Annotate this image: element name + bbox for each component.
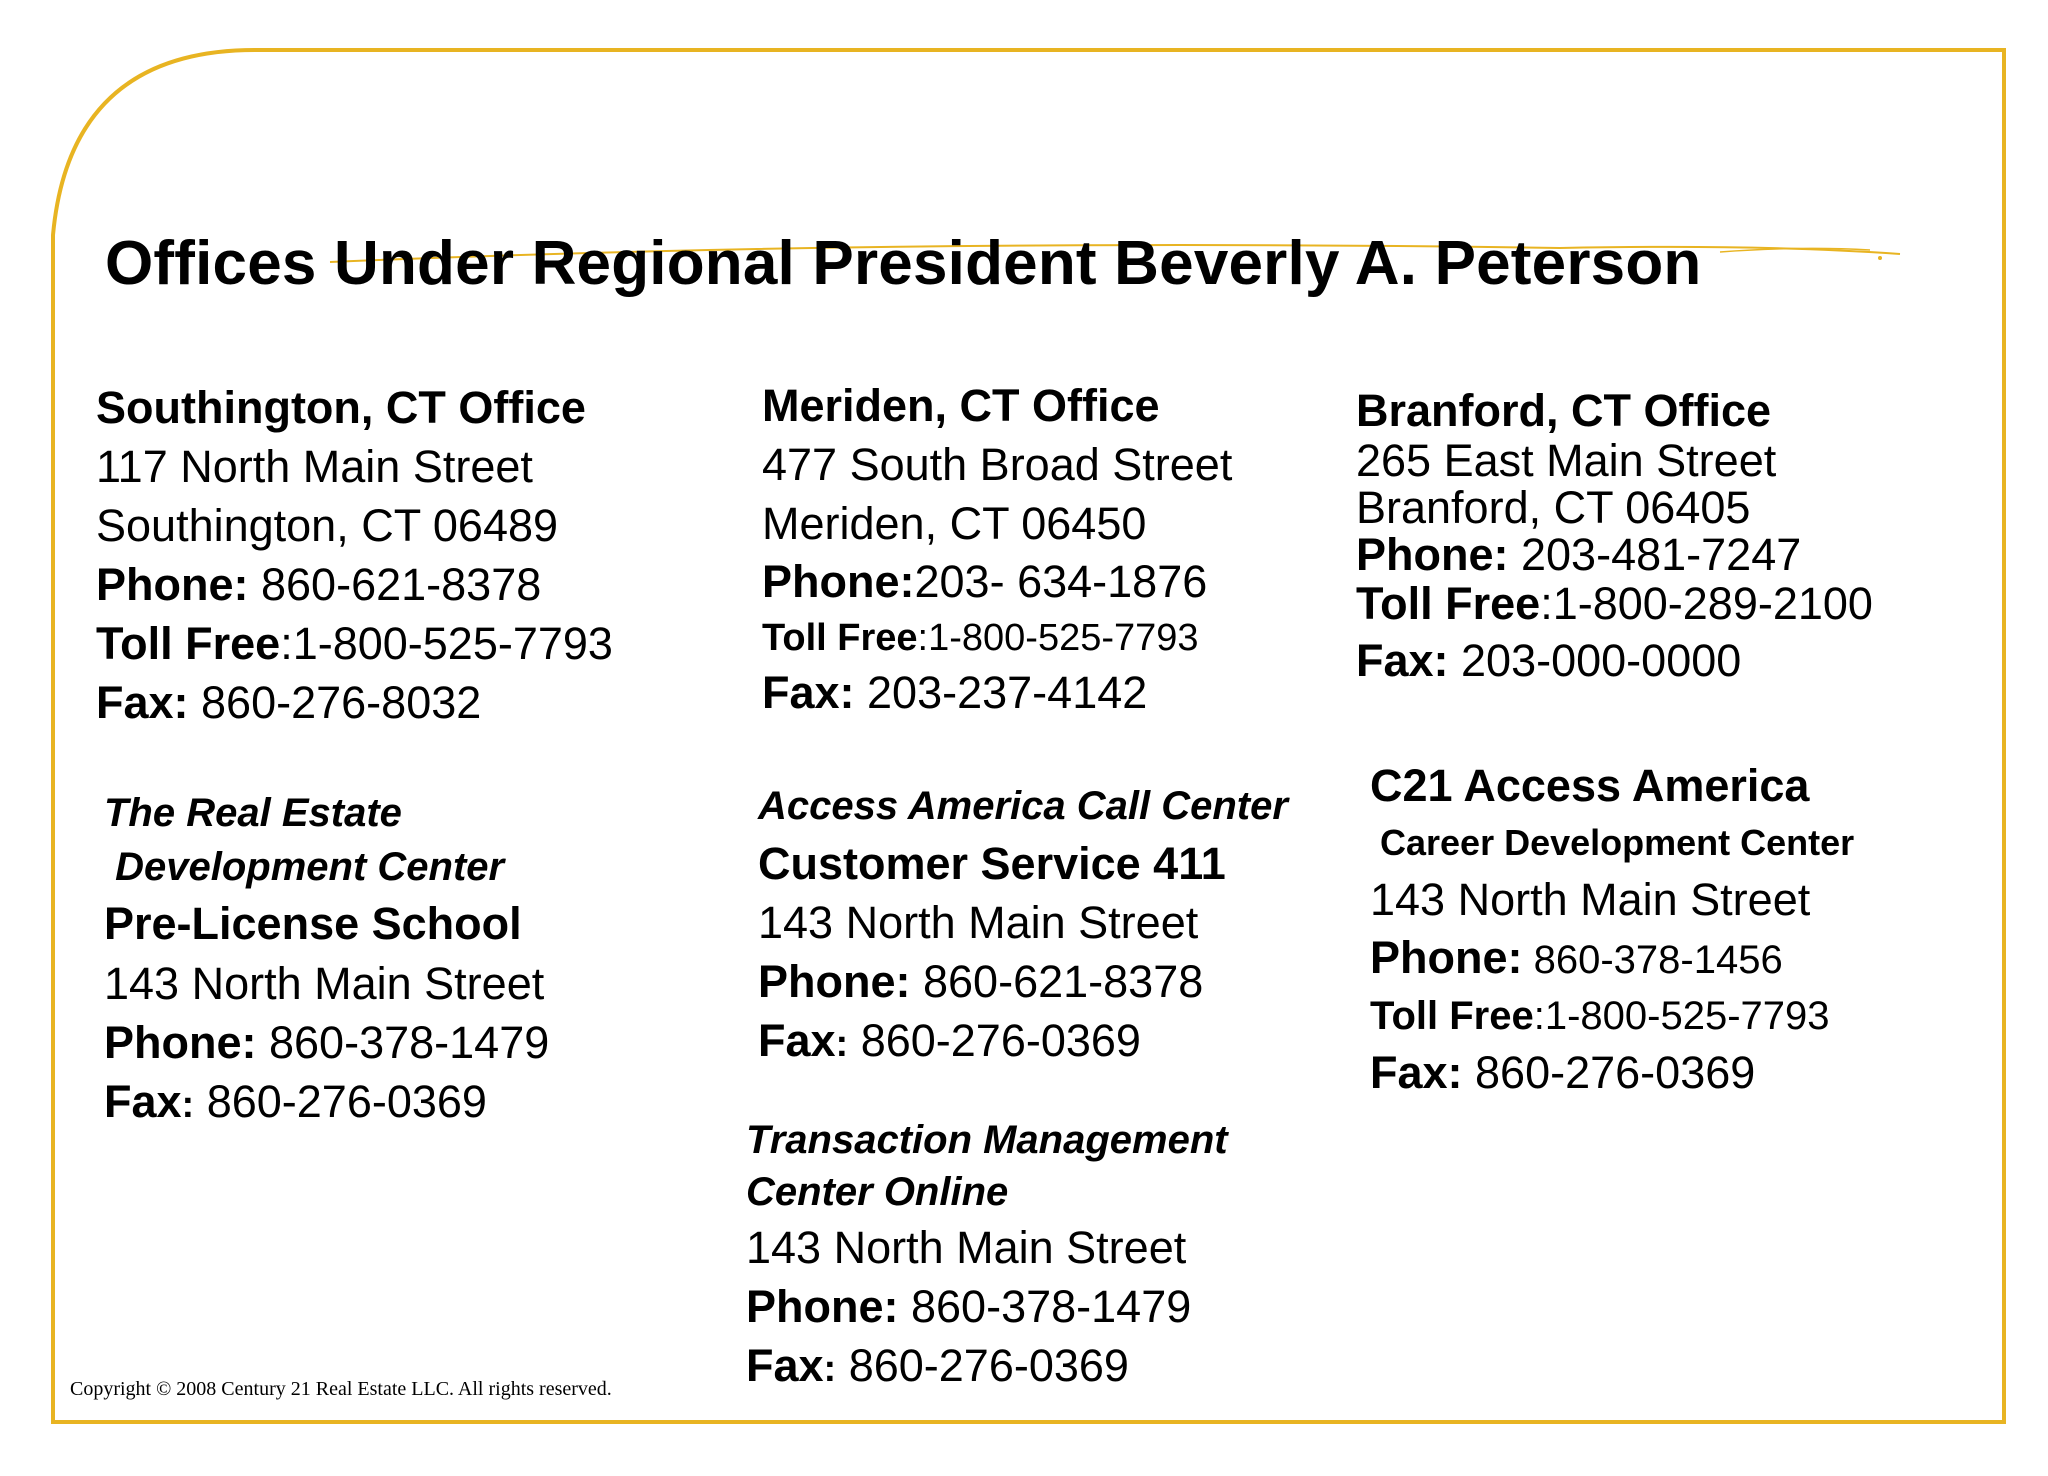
office-meriden [762,376,1232,721]
office-name: Meriden, CT Office [762,380,1160,431]
tollfree-number: :1-800-289-2100 [1540,578,1873,629]
phone-label: Phone: [746,1281,899,1332]
office-branford [1356,385,1873,692]
fax-label: Fax: [1356,635,1449,686]
tollfree-label: Toll Free [762,617,918,659]
fax-label: Fax: [762,667,855,718]
fax-colon: : [823,1348,837,1390]
swoosh-dot [1878,256,1882,260]
fax-label: Fax [104,1076,182,1127]
fax-number: 860-276-0369 [194,1076,487,1127]
phone-line [1356,531,1873,578]
phone-label: Phone: [758,956,911,1007]
office-street: 477 South Broad Street [762,439,1233,490]
phone-label: Phone: [104,1017,257,1068]
fax-number: 203-000-0000 [1448,635,1742,686]
phone-number: 860-621-8378 [910,956,1204,1007]
phone-line [746,1277,1228,1336]
phone-line [762,553,1232,611]
phone-line [1370,930,1854,988]
fax-label: Fax [758,1015,836,1066]
fax-line [104,1072,549,1135]
fax-number: 860-276-0369 [848,1015,1141,1066]
office-name: Southington, CT Office [96,382,586,433]
fax-line [746,1336,1228,1399]
tollfree-number: :1-800-525-7793 [1533,994,1830,1038]
tollfree-line [96,614,613,673]
phone-label: Phone: [1356,529,1509,580]
center-title-line1: The Real Estate [104,791,402,835]
office-name: Customer Service 411 [758,838,1226,889]
fax-number: 203-237-4142 [854,667,1148,718]
center-title-line2: Development Center [104,845,505,889]
tollfree-label: Toll Free [96,618,281,669]
phone-number: 860-378-1479 [256,1017,550,1068]
office-street: 143 North Main Street [746,1222,1187,1273]
tollfree-number: :1-800-525-7793 [280,618,613,669]
fax-line [96,673,613,732]
phone-line [96,555,613,614]
office-city: Southington, CT 06489 [96,500,559,551]
tollfree-line [1370,988,1854,1044]
fax-label: Fax [746,1340,824,1391]
fax-label: Fax: [96,677,189,728]
phone-line [104,1013,549,1072]
office-call-center [758,778,1288,1074]
phone-line [758,952,1288,1011]
tollfree-line [762,611,1232,665]
office-street: 117 North Main Street [96,441,533,492]
center-title: Access America Call Center [758,784,1288,828]
fax-label: Fax: [1370,1047,1463,1098]
copyright-notice: Copyright © 2008 Century 21 Real Estate LLC. All rights reserved. [70,1378,612,1400]
phone-number: 860-378-1456 [1522,938,1783,982]
office-street: 265 East Main Street [1356,435,1777,486]
tollfree-number: :1-800-525-7793 [917,617,1199,659]
center-title-line2: Center Online [746,1170,1009,1214]
office-name: Branford, CT Office [1356,385,1772,436]
office-street: 143 North Main Street [758,897,1199,948]
fax-line [758,1011,1288,1074]
fax-colon: : [835,1023,849,1065]
fax-colon: : [181,1084,195,1126]
office-transaction-management [746,1114,1228,1399]
tollfree-line [1356,578,1873,630]
office-city: Meriden, CT 06450 [762,498,1147,549]
office-street: 143 North Main Street [104,958,545,1009]
phone-number: 860-378-1479 [898,1281,1192,1332]
phone-label: Phone: [762,556,915,607]
fax-number: 860-276-0369 [836,1340,1129,1391]
phone-number: 203- 634-1876 [914,556,1208,607]
office-southington [96,378,613,732]
fax-line [762,665,1232,721]
office-street: 143 North Main Street [1370,874,1811,925]
tollfree-label: Toll Free [1370,994,1534,1038]
office-c21-access-america [1370,756,1854,1102]
page-title: Offices Under Regional President Beverly A. Peterson [105,229,1702,298]
phone-label: Phone: [1370,932,1523,983]
fax-line [1370,1044,1854,1102]
fax-number: 860-276-0369 [1462,1047,1756,1098]
tollfree-label: Toll Free [1356,578,1541,629]
fax-number: 860-276-8032 [188,677,482,728]
phone-number: 860-621-8378 [248,559,542,610]
phone-label: Phone: [96,559,249,610]
phone-number: 203-481-7247 [1508,529,1802,580]
office-subtitle: Career Development Center [1370,822,1855,863]
office-name: C21 Access America [1370,760,1810,811]
office-name: Pre-License School [104,898,522,949]
fax-line [1356,630,1873,692]
office-real-estate-development [104,786,549,1135]
center-title-line1: Transaction Management [746,1118,1228,1162]
office-city: Branford, CT 06405 [1356,482,1751,533]
